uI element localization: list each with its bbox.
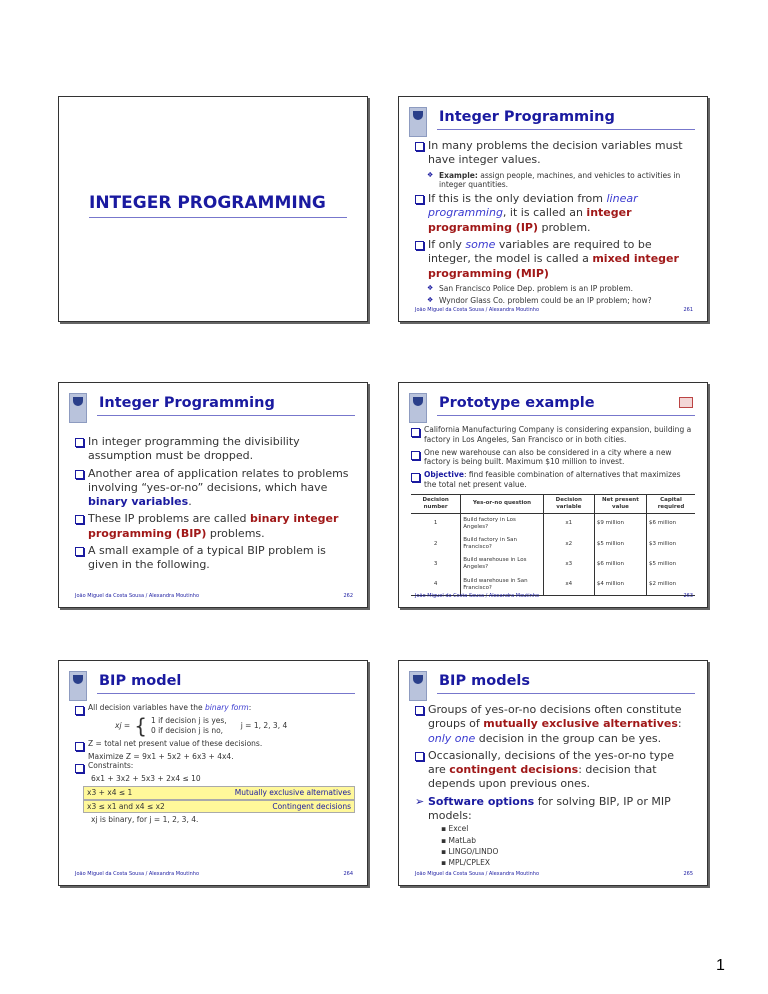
slide-body <box>415 703 695 868</box>
title-rule <box>97 693 355 694</box>
slide-title: Integer Programming <box>439 109 615 125</box>
table-header: Decision number Yes-or-no question Decision variable Net present value Capital required <box>411 494 695 513</box>
bullet: ➢ Software options for solving BIP, IP or MIP models: <box>415 794 671 823</box>
slide-title: Prototype example <box>439 395 595 411</box>
constraint: xj is binary, for j = 1, 2, 3, 4. <box>91 815 199 825</box>
list-item: ▪ LINGO/LINDO <box>441 846 499 856</box>
bullet: If only some variables are required to be integer, the model is called a mixed integer programming (MIP) <box>415 238 695 281</box>
bullet: In integer programming the divisibility assumption must be dropped. <box>75 435 355 464</box>
bullet: Another area of application relates to problems involving “yes-or-no” decisions, which have binary variables. <box>75 467 355 510</box>
university-logo <box>409 671 427 701</box>
list-item: ▪ Excel <box>441 824 469 834</box>
list-item: ▪ MPL/CPLEX <box>441 858 490 868</box>
slide-body <box>75 435 355 576</box>
title-rule <box>437 693 695 694</box>
slide-title: Integer Programming <box>99 395 275 411</box>
slide-260 <box>58 96 368 322</box>
slide-footer: João Miguel da Costa Sousa / Alexandra Moutinho 262 <box>75 593 353 599</box>
alternatives-table <box>411 494 695 596</box>
slide-title: BIP model <box>99 673 182 689</box>
bullet: These IP problems are called binary integer programming (BIP) problems. <box>75 512 355 541</box>
university-logo <box>409 393 427 423</box>
bullet: Occasionally, decisions of the yes-or-no type are contingent decisions: decision that depends upon previous ones. <box>415 749 695 792</box>
table-row: 1 Build factory in Los Angeles? x1 $9 million $6 million <box>411 513 695 534</box>
bullet: One new warehouse can also be considered in a city where a new factory is being built. Maximum $10 million to invest. <box>411 448 695 468</box>
software-list <box>441 823 695 868</box>
slide-body <box>75 703 355 825</box>
sub-bullet: ❖ Wyndor Glass Co. problem could be an IP problem; how? <box>415 296 695 306</box>
table-row: 4 Build warehouse in San Francisco? x4 $4 million $2 million <box>411 575 695 596</box>
bullet: Z = total net present value of these decisions. <box>75 739 355 749</box>
slide-footer: João Miguel da Costa Sousa / Alexandra Moutinho 264 <box>75 871 353 877</box>
slide-title: INTEGER PROGRAMMING <box>89 193 326 213</box>
bullet: If this is the only deviation from linear programming, it is called an integer programming (IP) problem. <box>415 192 695 235</box>
bullet: Constraints: <box>75 761 355 771</box>
bullet: Objective: find feasible combination of alternatives that maximizes the total net present value. <box>411 470 695 490</box>
bullet: All decision variables have the binary form: <box>75 703 355 713</box>
constraint-highlight: x3 + x4 ≤ 1 Mutually exclusive alternatives <box>83 786 355 800</box>
table-row: 3 Build warehouse in Los Angeles? x3 $6 million $5 million <box>411 554 695 574</box>
link-icon[interactable] <box>679 397 693 408</box>
constraint: 6x1 + 3x2 + 5x3 + 2x4 ≤ 10 <box>91 774 201 783</box>
constraint-highlight: x3 ≤ x1 and x4 ≤ x2 Contingent decisions <box>83 800 355 814</box>
sub-bullet: ❖ Example: assign people, machines, and vehicles to activities in integer quantities. <box>415 171 695 191</box>
objective: Maximize Z = 9x1 + 5x2 + 6x3 + 4x4. <box>88 751 234 761</box>
slide-264 <box>58 660 368 886</box>
slide-footer: João Miguel da Costa Sousa / Alexandra Moutinho 263 <box>415 593 693 599</box>
slide-body <box>415 139 695 307</box>
slide-footer: João Miguel da Costa Sousa / Alexandra Moutinho 261 <box>415 307 693 313</box>
bullet: California Manufacturing Company is considering expansion, building a factory in Los Angeles, San Francisco or in both cities. <box>411 425 695 445</box>
slide-body <box>411 425 695 596</box>
slide-261 <box>398 96 708 322</box>
slide-footer: João Miguel da Costa Sousa / Alexandra Moutinho 265 <box>415 871 693 877</box>
list-item: ▪ MatLab <box>441 835 477 845</box>
slide-title: BIP models <box>439 673 531 689</box>
university-logo <box>69 671 87 701</box>
page-number: 1 <box>716 957 725 974</box>
bullet: In many problems the decision variables must have integer values. <box>415 139 695 168</box>
sub-bullet: ❖ San Francisco Police Dep. problem is an IP problem. <box>415 284 695 294</box>
slide-262 <box>58 382 368 608</box>
slide-263 <box>398 382 708 608</box>
title-rule <box>437 415 695 416</box>
bullet: A small example of a typical BIP problem is given in the following. <box>75 544 355 573</box>
title-rule <box>89 217 347 218</box>
table-row: 2 Build factory in San Francisco? x2 $5 million $3 million <box>411 534 695 554</box>
title-rule <box>437 129 695 130</box>
university-logo <box>409 107 427 137</box>
binary-definition: xj = { 1 if decision j is yes, 0 if decision j is no, j = 1, 2, 3, 4 <box>115 713 288 738</box>
slide-265 <box>398 660 708 886</box>
bullet: Groups of yes-or-no decisions often constitute groups of mutually exclusive alternatives: only one decision in the group can be yes. <box>415 703 695 746</box>
university-logo <box>69 393 87 423</box>
title-rule <box>97 415 355 416</box>
